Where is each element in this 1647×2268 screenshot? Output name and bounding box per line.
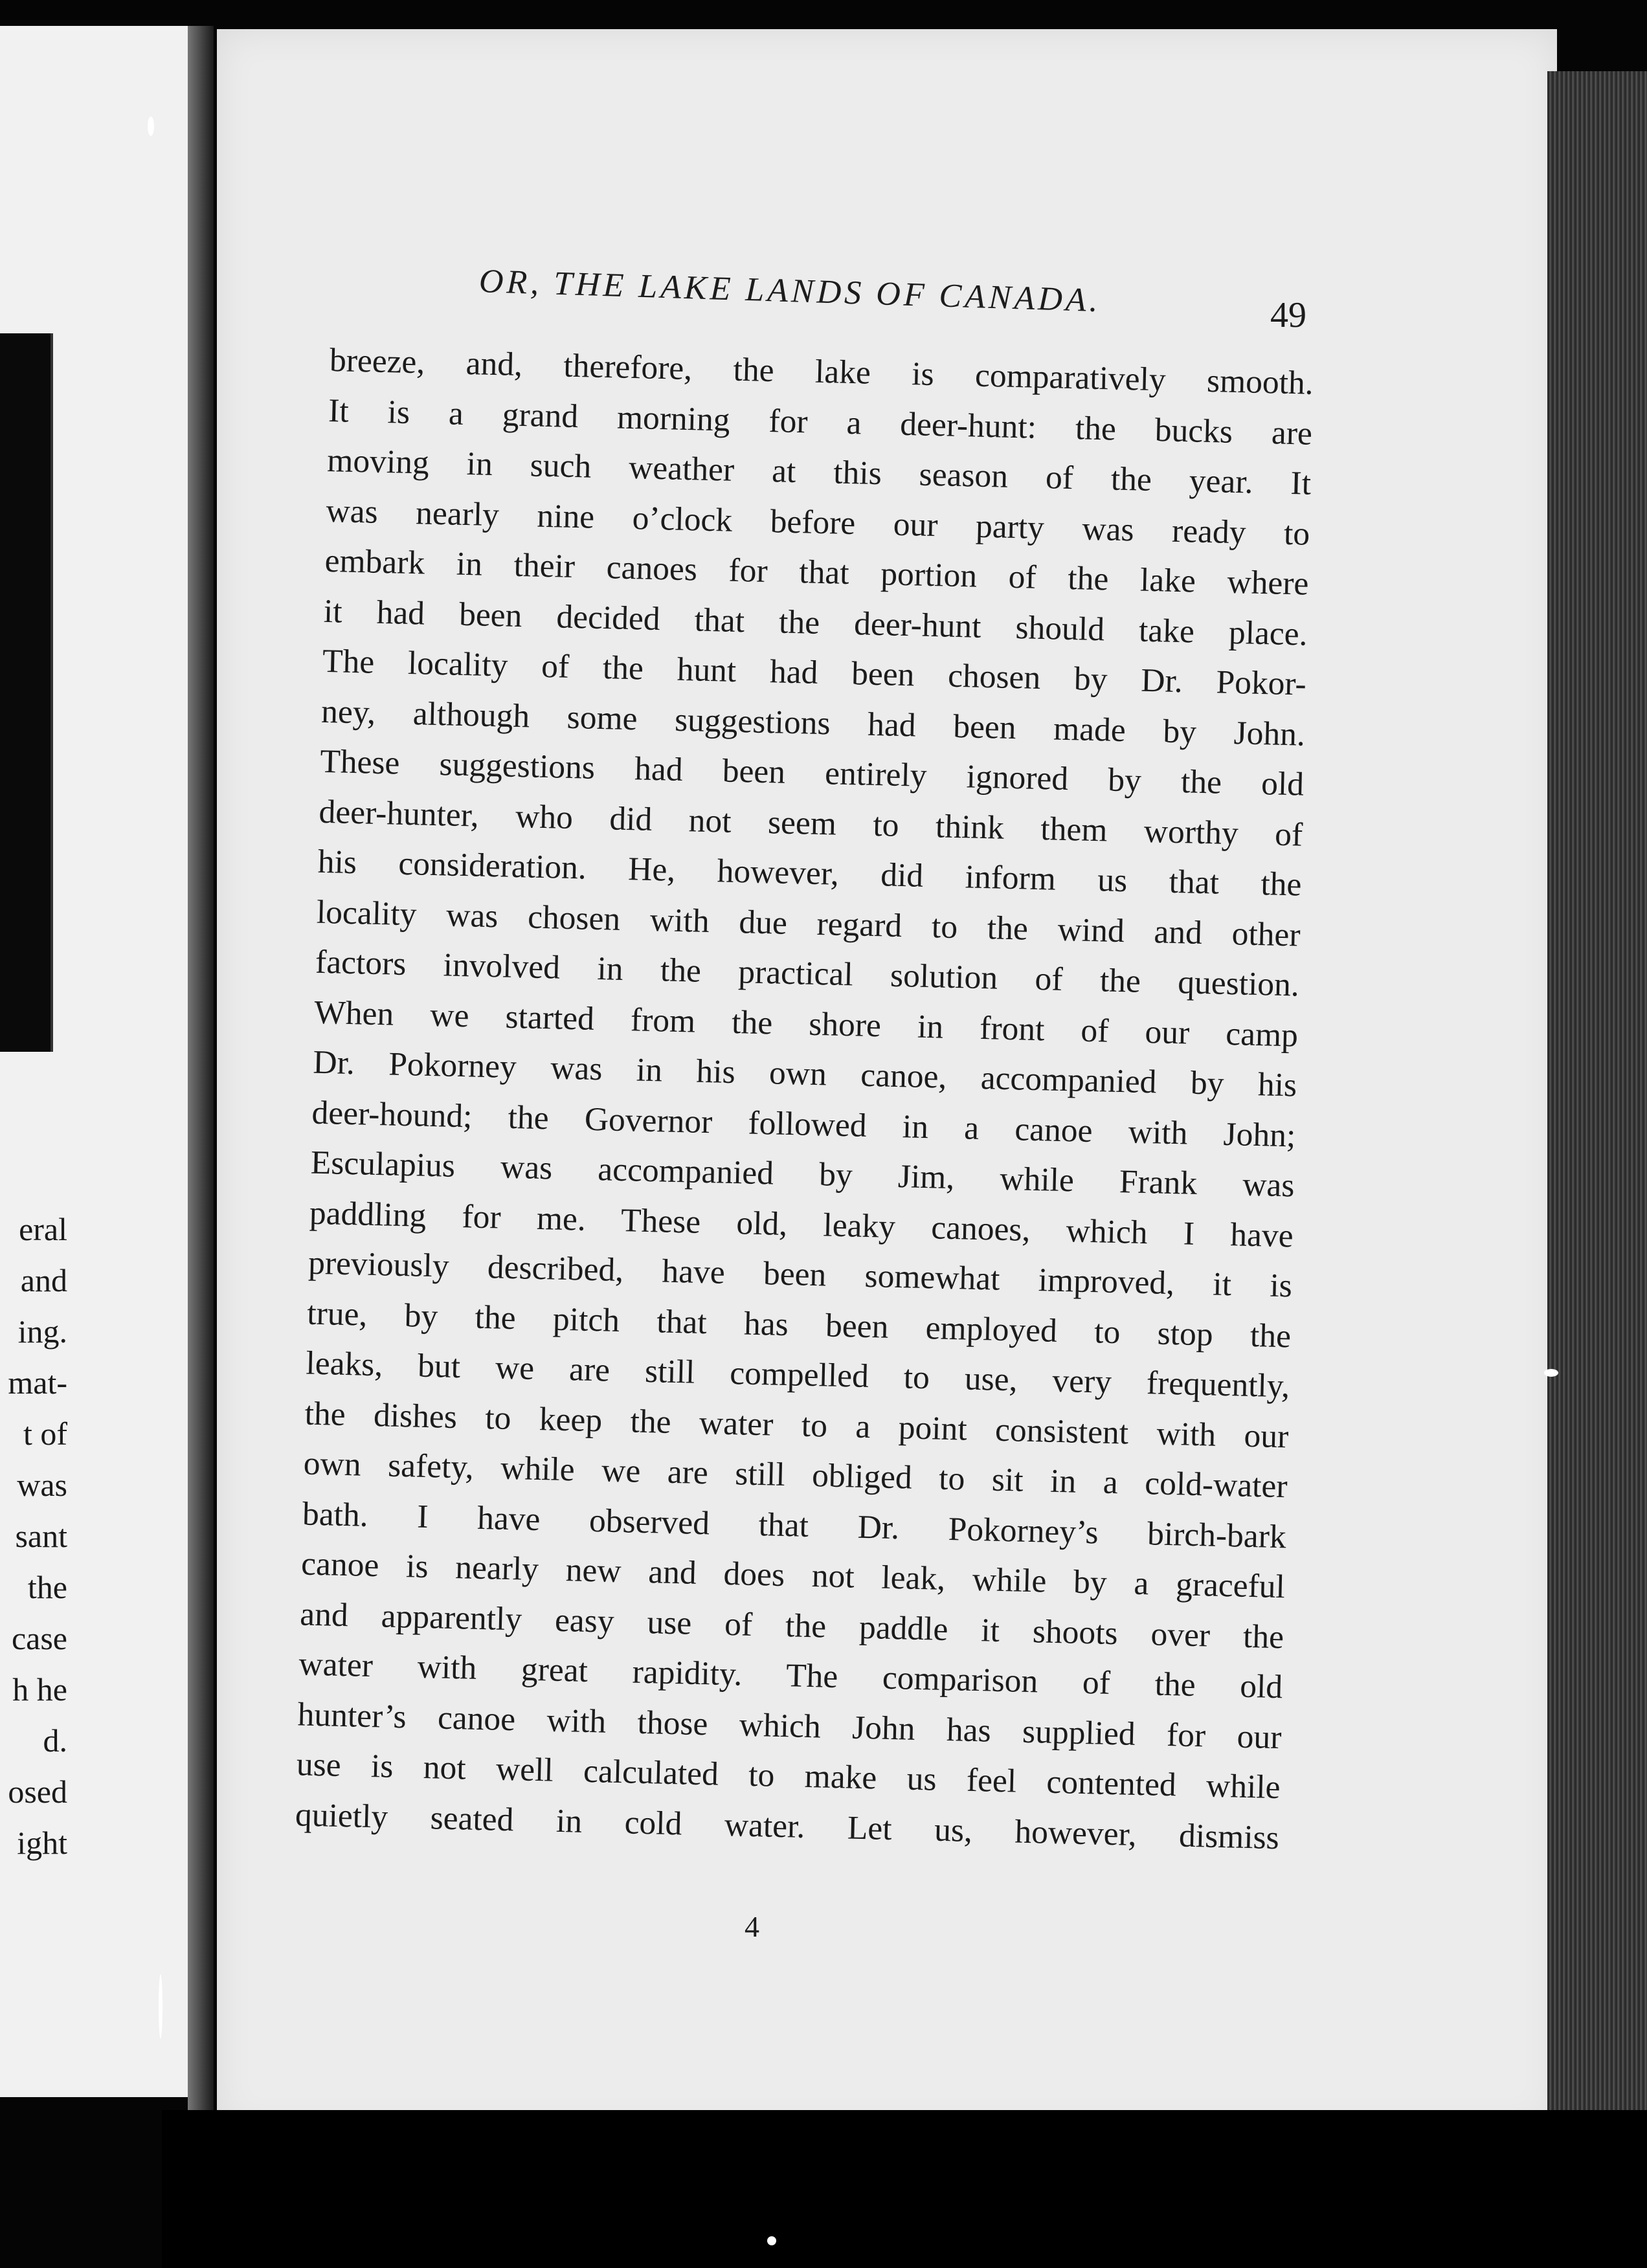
book-gutter <box>188 26 214 2117</box>
left-page-text-fragments <box>0 1204 67 1869</box>
text-line: The locality of the hunt had been chosen by Dr. Pokor- <box>322 642 1307 703</box>
left-fragment: ing. <box>17 1313 67 1350</box>
text-line: water with great rapidity. The comparison of the old <box>298 1645 1283 1706</box>
left-fragment: case <box>11 1620 67 1656</box>
text-line: leaks, but we are still compelled to use, very frequently, <box>305 1344 1290 1405</box>
text-line: breeze, and, therefore, the lake is comparatively smooth. <box>329 341 1314 402</box>
left-fragment: ight <box>17 1825 67 1861</box>
page-edges <box>1547 71 1647 2214</box>
dust-speck <box>148 117 154 136</box>
text-line: factors involved in the practical solution of the question. <box>315 943 1300 1004</box>
left-fragment: h he <box>12 1671 67 1707</box>
text-line: deer-hunter, who did not seem to think them worthy of <box>318 793 1303 854</box>
text-line: and apparently easy use of the paddle it shoots over the <box>299 1595 1284 1656</box>
text-line: hunter’s canoe with those which John has supplied for our <box>297 1695 1283 1756</box>
left-fragment: d. <box>43 1722 67 1759</box>
text-line: Dr. Pokorney was in his own canoe, accompanied by his <box>312 1043 1297 1104</box>
text-line: his consideration. He, however, did inform us that the <box>317 843 1303 904</box>
text-line: quietly seated in cold water. Let us, however, dismiss <box>295 1796 1280 1856</box>
text-line: bath. I have observed that Dr. Pokorney’s birch-bark <box>302 1495 1287 1555</box>
text-line: These suggestions had been entirely ignored by the old <box>319 742 1305 803</box>
left-fragment: mat- <box>8 1364 67 1401</box>
text-line: canoe is nearly new and does not leak, while by a graceful <box>300 1545 1286 1606</box>
left-fragment: and <box>20 1262 67 1298</box>
signature-mark: 4 <box>745 1910 759 1943</box>
text-line: It is a grand morning for a deer-hunt: the bucks are <box>328 392 1313 452</box>
text-line: was nearly nine o’clock before our party was ready to <box>325 492 1310 553</box>
left-fragment: the <box>27 1569 67 1605</box>
scan-bottom-border <box>162 2110 1647 2268</box>
text-line: use is not well calculated to make us feel contented while <box>296 1746 1281 1807</box>
dust-speck <box>159 1974 162 2039</box>
left-fragment: osed <box>8 1773 67 1810</box>
text-line: it had been decided that the deer-hunt should take place. <box>323 592 1308 653</box>
text-line: Esculapius was accompanied by Jim, while Frank was <box>310 1144 1295 1205</box>
left-fragment: t of <box>23 1416 67 1452</box>
text-line: moving in such weather at this season of the year. It <box>326 441 1312 502</box>
text-line: previously described, have been somewhat improved, it is <box>308 1244 1293 1305</box>
text-line: the dishes to keep the water to a point consistent with our <box>304 1395 1289 1455</box>
left-fragment: eral <box>19 1211 67 1247</box>
text-line: own safety, while we are still obliged to sit in a cold-water <box>303 1445 1288 1506</box>
page-number: 49 <box>1270 295 1306 335</box>
text-line: locality was chosen with due regard to the wind and other <box>316 893 1301 954</box>
left-fragment: was <box>17 1467 67 1503</box>
text-line: paddling for me. These old, leaky canoes, which I have <box>309 1194 1294 1254</box>
text-line: When we started from the shore in front of our camp <box>313 994 1299 1054</box>
text-line: deer-hound; the Governor followed in a canoe with John; <box>311 1094 1296 1154</box>
text-line: ney, although some suggestions had been made by John. <box>320 693 1306 753</box>
body-text <box>295 335 1314 1863</box>
left-page-illustration <box>0 333 53 1052</box>
left-fragment: sant <box>15 1518 67 1554</box>
dust-speck <box>1544 1369 1558 1377</box>
dust-speck <box>767 2236 776 2245</box>
text-line: embark in their canoes for that portion of the lake where <box>324 542 1310 603</box>
text-line: true, by the pitch that has been employed to stop the <box>306 1295 1292 1355</box>
running-title: OR, THE LAKE LANDS OF CANADA. <box>478 263 1102 320</box>
